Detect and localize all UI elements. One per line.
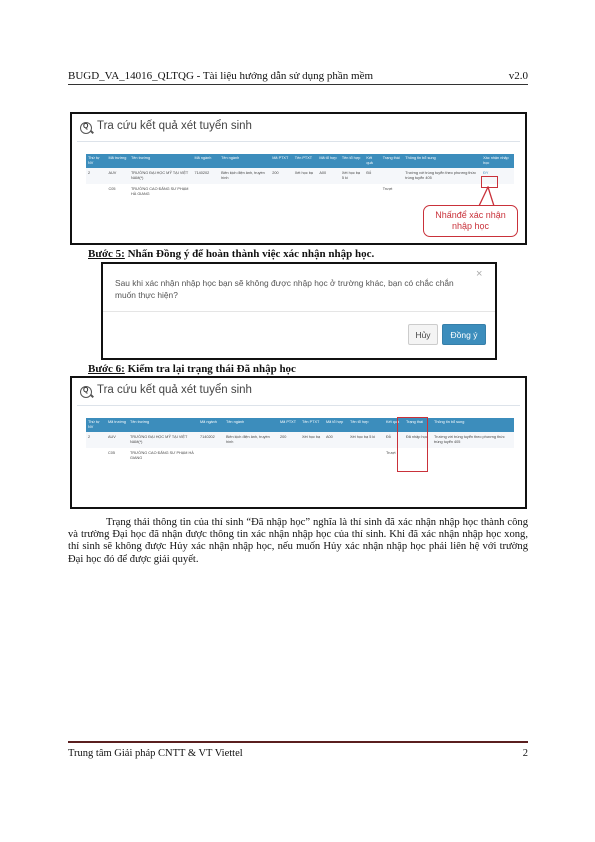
- table-cell: Trượt: [382, 187, 393, 191]
- dialog-message: Sau khi xác nhận nhập học bạn sẽ không được nhập học ở trường khác, bạn có chắc chắn muốn thực hiện?: [115, 278, 454, 300]
- column-header: Kết quả: [364, 154, 380, 168]
- table-cell: [293, 184, 318, 200]
- table-cell: 200: [278, 432, 300, 448]
- confirm-admission-link[interactable]: ĐY: [481, 168, 514, 184]
- screenshot-lookup-results-2: [70, 376, 527, 509]
- document-version: v2.0: [508, 70, 528, 82]
- column-header: Tên PTXT: [300, 418, 324, 432]
- table-row: [86, 448, 514, 464]
- table-cell: Đỗ: [364, 168, 380, 184]
- column-header: Trạng thái: [381, 154, 404, 168]
- results-table: [86, 418, 514, 464]
- step-6-caption: [88, 363, 296, 375]
- table-cell: [403, 184, 481, 200]
- column-header: Thông tin bổ sung: [403, 154, 481, 168]
- close-icon[interactable]: ×: [476, 268, 483, 280]
- table-cell: [340, 184, 365, 200]
- table-cell: [348, 448, 384, 464]
- table-cell: TRƯỜNG ĐẠI HỌC MỸ TẠI VIỆT NAM(*): [129, 168, 192, 184]
- step-5-caption: [88, 248, 374, 260]
- table-cell: [364, 184, 380, 200]
- table-header-row: [86, 154, 514, 168]
- column-header: Mã PTXT: [270, 154, 293, 168]
- table-cell: Trượt: [386, 451, 396, 455]
- table-cell: 2: [86, 432, 106, 448]
- document-header-title: BUGD_VA_14016_QLTQG - Tài liệu hướng dẫn sử dụng phần mềm: [68, 70, 374, 82]
- table-cell: 7140202: [192, 168, 219, 184]
- column-header: Tên PTXT: [293, 154, 318, 168]
- search-icon: Q: [80, 121, 92, 139]
- table-cell: 200: [270, 168, 293, 184]
- column-header: Thứ tự NV: [86, 154, 106, 168]
- panel-title: Tra cứu kết quả xét tuyển sinh: [97, 120, 252, 132]
- column-header: Mã PTXT: [278, 418, 300, 432]
- table-cell: TRƯỜNG ĐẠI HỌC MỸ TẠI VIỆT NAM(*): [128, 432, 198, 448]
- column-header: Tên tổ hợp: [340, 154, 365, 168]
- table-cell: A00: [324, 432, 348, 448]
- table-cell: [324, 448, 348, 464]
- table-header-row: [86, 418, 514, 432]
- column-header: Tên trường: [128, 418, 198, 432]
- table-cell: [86, 448, 106, 464]
- table-row: [86, 168, 514, 184]
- table-cell: [270, 184, 293, 200]
- table-cell: 7140202: [198, 432, 224, 448]
- callout-confirm-admission: Nhấnđể xác nhận nhập học: [423, 205, 518, 237]
- table-cell: Đã nhập học: [404, 432, 432, 448]
- table-cell: Trường với trúng tuyển theo phương thức trúng tuyển 405: [432, 432, 514, 448]
- table-cell: [278, 448, 300, 464]
- confirm-button[interactable]: Đồng ý: [442, 324, 486, 345]
- table-cell: Xét học bạ 5 kì: [348, 432, 384, 448]
- table-cell: Biên kịch điện ảnh, truyền hình: [219, 168, 270, 184]
- table-cell: Xét học bạ 5 kì: [340, 168, 365, 184]
- table-cell: [317, 184, 340, 200]
- table-cell: C05: [108, 451, 115, 455]
- table-cell: Biên kịch điện ảnh, truyền hình: [224, 432, 278, 448]
- step-5-label: Bước 5:: [88, 248, 125, 260]
- column-header: Thứ tự NV: [86, 418, 106, 432]
- table-cell: Trường với trúng tuyển theo phương thức trúng tuyển 405: [403, 168, 481, 184]
- table-cell: [224, 448, 278, 464]
- table-row: [86, 184, 514, 200]
- column-header: Mã trường: [106, 418, 128, 432]
- table-cell: 2: [86, 168, 106, 184]
- step-6-text: Kiểm tra lại trạng thái Đã nhập học: [124, 363, 296, 375]
- page-number: 2: [522, 748, 528, 759]
- column-header: Mã ngành: [192, 154, 219, 168]
- panel-title: Tra cứu kết quả xét tuyển sinh: [97, 384, 252, 396]
- column-header: Trạng thái: [404, 418, 432, 432]
- column-header: Mã ngành: [198, 418, 224, 432]
- table-row: [86, 432, 514, 448]
- table-cell: TRƯỜNG CAO ĐẲNG SƯ PHẠM HÀ GIANG: [130, 187, 189, 196]
- footer-divider: [68, 741, 528, 743]
- column-header: Kết quả: [384, 418, 404, 432]
- table-cell: AUV: [106, 168, 129, 184]
- column-header: Tên ngành: [219, 154, 270, 168]
- table-cell: [432, 448, 514, 464]
- status-column-highlight: [397, 417, 428, 472]
- search-icon: Q: [80, 385, 92, 403]
- panel-divider: [77, 405, 520, 406]
- step-5-text: Nhấn Đồng ý để hoàn thành việc xác nhận nhập học.: [124, 248, 375, 260]
- column-header: Tên tổ hợp: [348, 418, 384, 432]
- step-6-label: Bước 6:: [88, 363, 125, 375]
- table-cell: [300, 448, 324, 464]
- column-header: Mã trường: [106, 154, 129, 168]
- explanation-paragraph: Trạng thái thông tin của thí sinh “Đã nhập học” nghĩa là thí sinh đã xác nhận nhập học thành công và trường Đại học đã nhận được thông tin xác nhận nhập học của thí sinh. Khi đã xác nhận nhập học xong, thí sinh sẽ không được Hủy xác nhận nhập học, nếu muốn Hủy xác nhận nhập học phải liên hệ với trường Đại học đó để được giải quyết.: [68, 517, 528, 565]
- header-divider: [68, 84, 528, 85]
- table-cell: TRƯỜNG CAO ĐẲNG SƯ PHẠM HÀ GIANG: [130, 451, 194, 460]
- table-cell: A00: [317, 168, 340, 184]
- column-header: Xác nhận nhập học: [481, 154, 514, 168]
- table-cell: Xét học bạ: [300, 432, 324, 448]
- table-cell: [86, 184, 106, 200]
- screenshot-confirm-dialog: [101, 262, 497, 360]
- table-cell: Xét học bạ: [293, 168, 318, 184]
- table-cell: [198, 448, 224, 464]
- footer-organization: Trung tâm Giải pháp CNTT & VT Viettel: [68, 748, 243, 759]
- panel-divider: [77, 141, 520, 142]
- table-cell: [192, 184, 219, 200]
- table-cell: Đỗ: [384, 432, 404, 448]
- column-header: Tên trường: [129, 154, 192, 168]
- column-header: Thông tin bổ sung: [432, 418, 514, 432]
- cancel-button[interactable]: Hủy: [408, 324, 438, 345]
- column-header: Tên ngành: [224, 418, 278, 432]
- column-header: Mã tổ hợp: [324, 418, 348, 432]
- table-cell: AUV: [106, 432, 128, 448]
- results-table: [86, 154, 514, 200]
- column-header: Mã tổ hợp: [317, 154, 340, 168]
- dialog-divider: [103, 311, 495, 312]
- screenshot-lookup-results-1: [70, 112, 527, 245]
- table-cell: [381, 168, 404, 184]
- table-cell: C05: [108, 187, 116, 191]
- table-cell: [219, 184, 270, 200]
